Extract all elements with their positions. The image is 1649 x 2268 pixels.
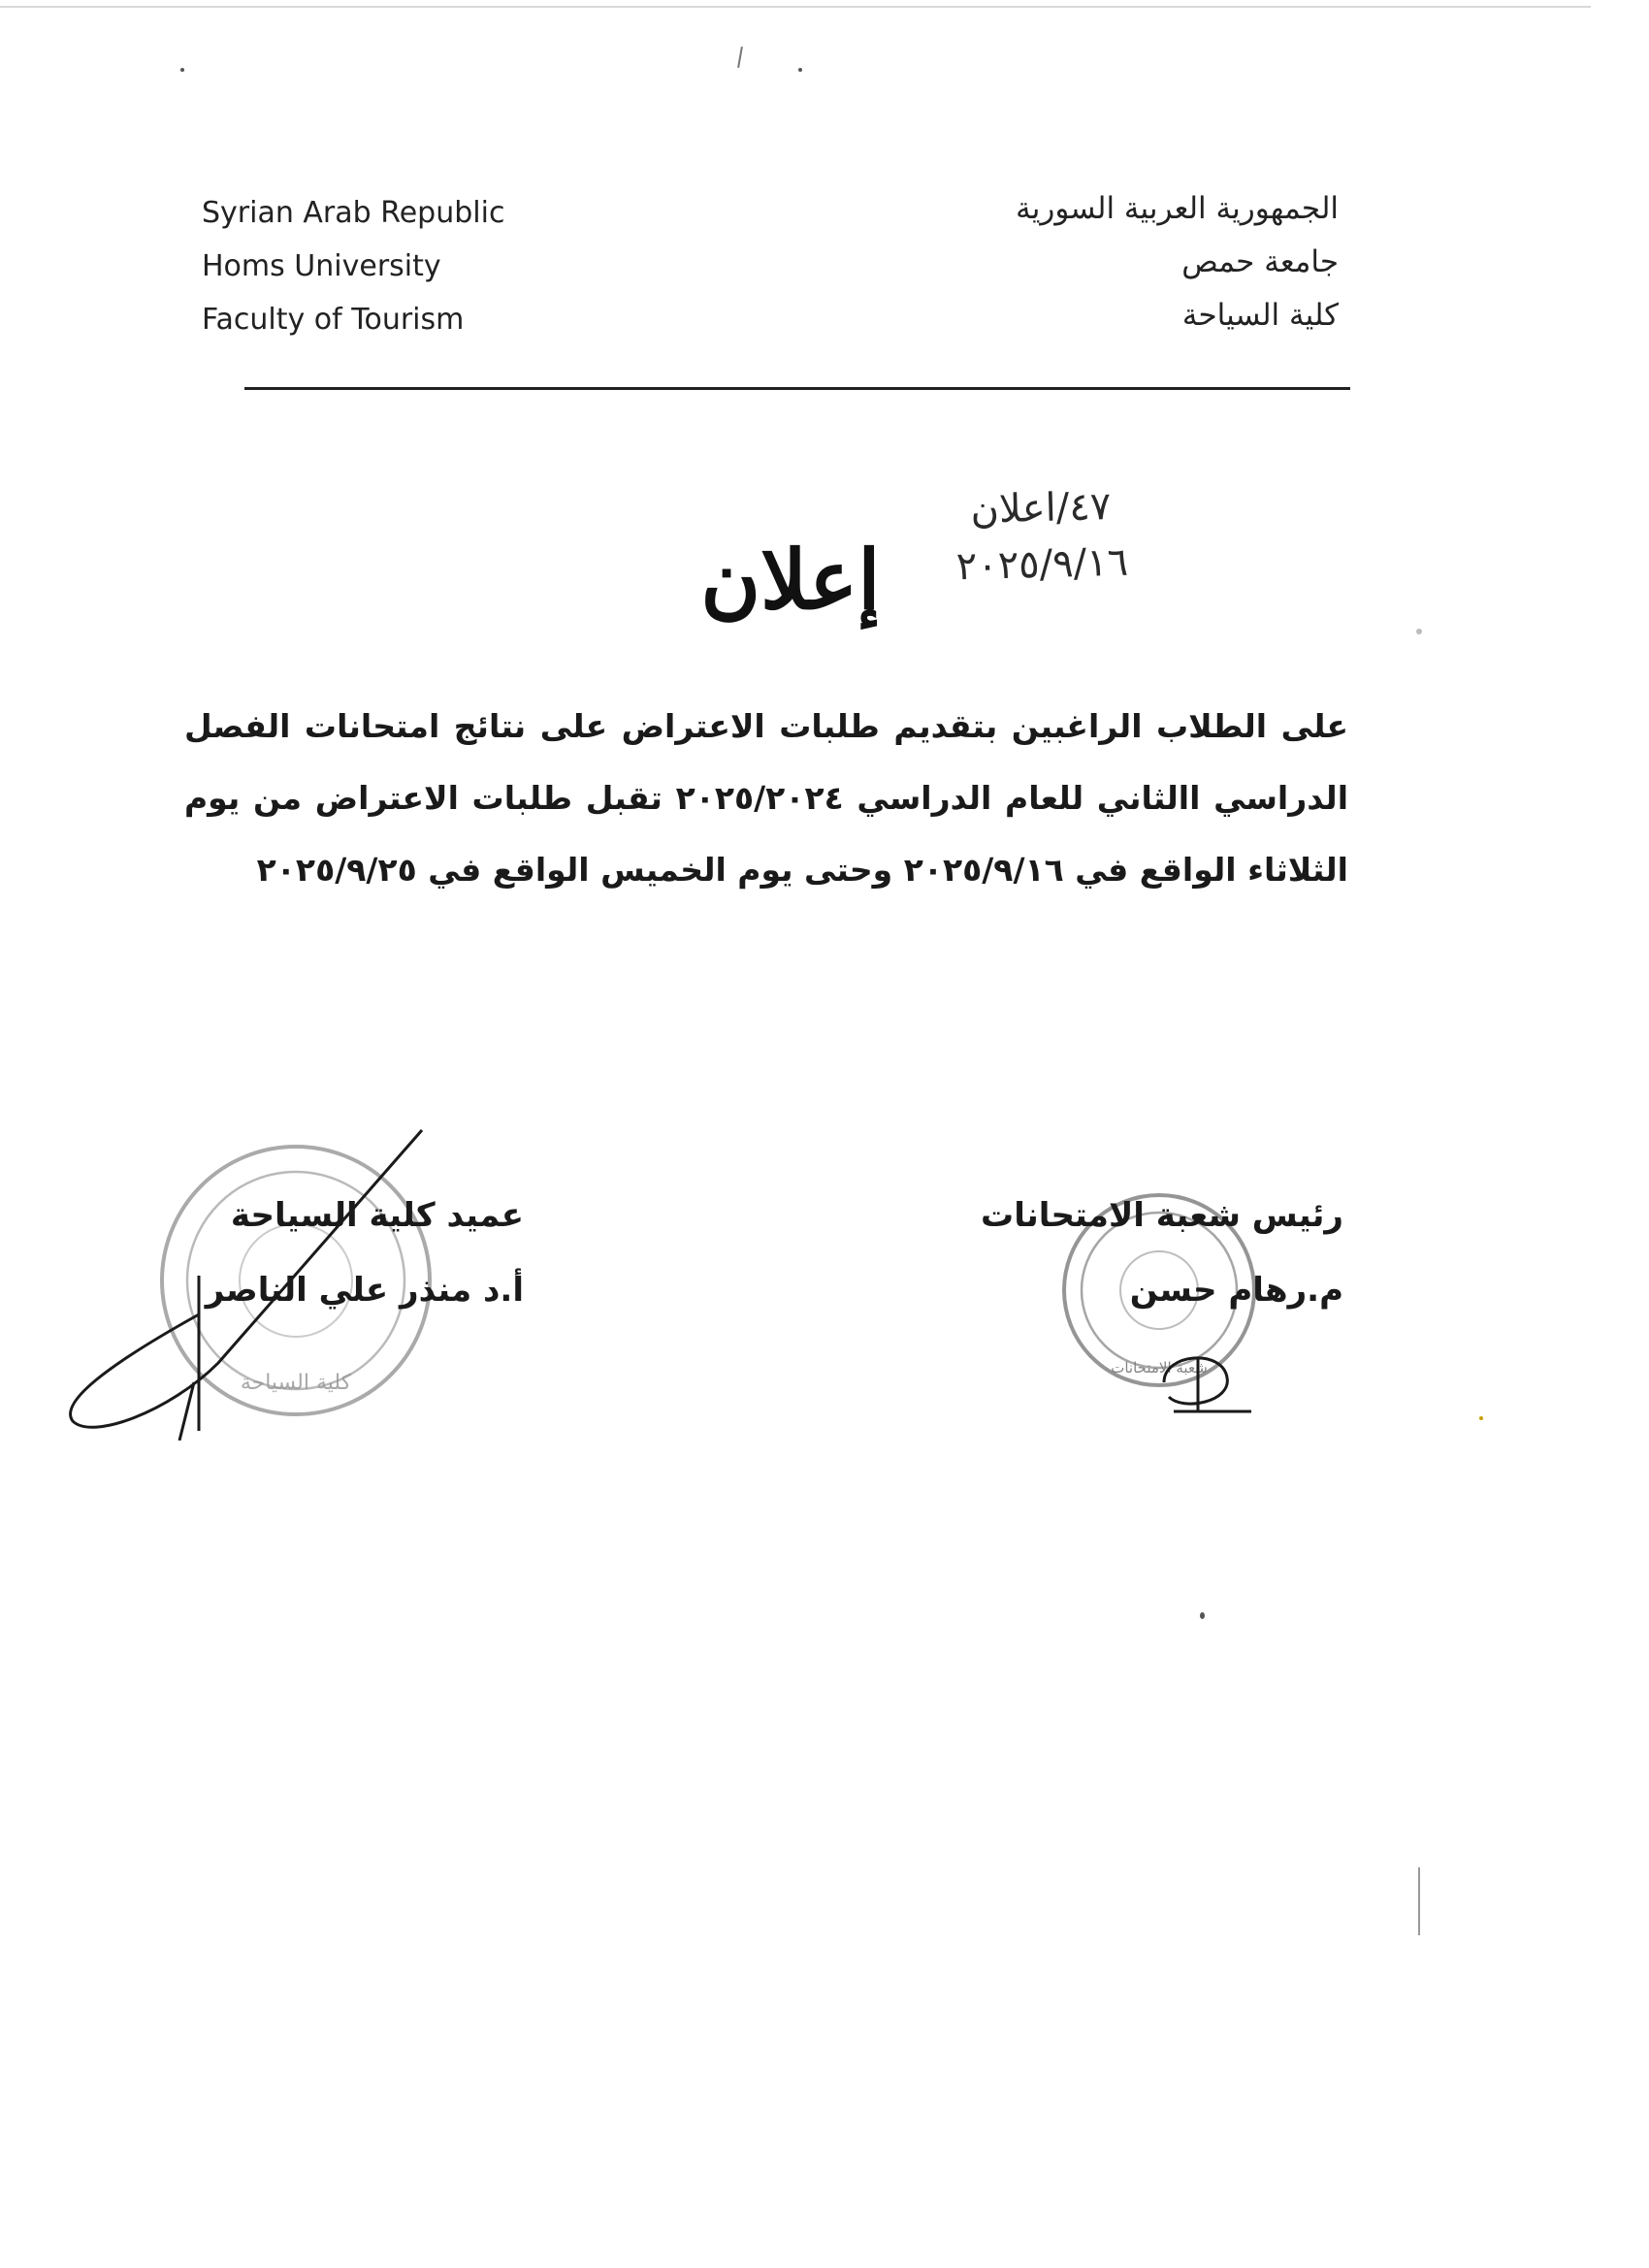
header-faculty: Faculty of Tourism [202,303,465,337]
header-divider [244,387,1350,390]
dean-name: أ.د منذر علي الناصر [205,1271,524,1310]
scan-speck [798,68,802,72]
scan-speck [180,68,184,72]
header-university-ar: جامعة حمص [1181,244,1339,279]
scan-speck [1479,1416,1483,1420]
header-faculty-ar: كلية السياحة [1181,298,1339,333]
scan-mark [737,47,743,68]
dean-title: عميد كلية السياحة [230,1196,524,1235]
announcement-title: إعلان [700,532,881,628]
scan-mark [1418,1867,1420,1935]
header-country: Syrian Arab Republic [202,196,505,230]
exams-head-title: رئيس شعبة الامتحانات [981,1196,1343,1235]
exams-head-name: م.رهام حسن [1129,1271,1343,1310]
header-university: Homs University [202,249,441,283]
reference-number: ٤٧/اعلان [969,484,1112,533]
reference-date: ٢٠٢٥/٩/١٦ [955,539,1129,590]
exams-signature-icon [1145,1344,1261,1421]
scan-speck [1416,629,1422,634]
exams-signature-block [981,1179,1343,1328]
scan-speck [1200,1612,1205,1619]
exams-stamp-text: شعبة الامتحانات [1111,1359,1208,1377]
scan-top-edge [0,6,1591,8]
header-country-ar: الجمهورية العربية السورية [1016,191,1339,226]
dean-signature-block [206,1179,524,1328]
announcement-body: على الطلاب الراغبين بتقديم طلبات الاعتراض على نتائج امتحانات الفصل الدراسي االثاني للعام الدراسي ٢٠٢٥/٢٠٢٤ تقبل طلبات الاعتراض من يوم الثلاثاء الواقع في ٢٠٢٥/٩/١٦ وحتى يوم الخميس الواقع في ٢٠٢٥/٩/٢٥ [184,707,1348,889]
dean-stamp-text: كلية السياحة [240,1371,352,1395]
header-arabic [1016,182,1339,342]
reference-block [954,478,1129,596]
header-english [202,186,504,346]
